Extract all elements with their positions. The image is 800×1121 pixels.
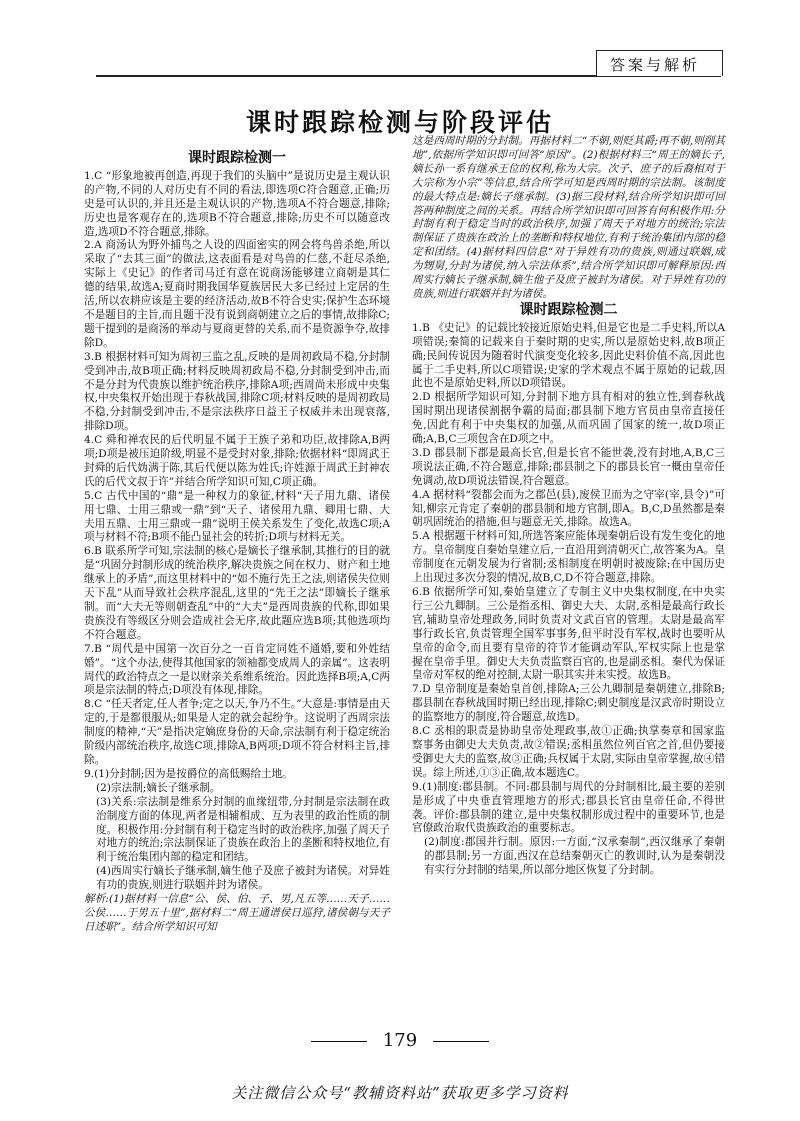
page-number-block [0,1030,800,1051]
right-column [412,135,725,878]
answer-paragraph: 6.B 联系所学可知,宗法制的核心是嫡长子继承制,其推行的目的就是“巩固分封制形成的统治秩序,解决贵族之间在权力、财产和土地继承上的矛盾”,而这里材料中的“如不施行先王之法,则诸侯失位则天下乱”从而导致社会秩序混乱,这里的“先王之法”即嫡长子继承制。而“大夫无等则朝查乱”中的“大夫”是西周贵族的代称,即如果贵族没有等级区分则会造成社会无序,故此题应选B项;其他选项均不符合题意。 [84,545,390,641]
answer-paragraph: 8.C “任天者定,任人者争;定之以天,争乃不生。”大意是:事情是由天定的,于是都很服从;如果是人定的就会起纷争。这说明了西周宗法制度的精神,“天”是指决定嫡庶身份的天命,宗法制有利于稳定统治阶级内部统治秩序,故选C项,排除A,B两项;D项不符合材料主旨,排除。 [84,698,390,766]
answer-paragraph: 3.B 根据材料可知为周初三监之乱,反映的是周初政局不稳,分封制受到冲击,故B项正确;材料反映周初政局不稳,分封制受到冲击,而不是分封为代贵族以维护统治秩序,排除A项;西周尚未形成中央集权,中央集权开始出现于春秋战国,排除C项;材料反映的是周初政局不稳,分封制受到冲击,不是宗法秩序日益王子权威并未出现衰落,排除D项。 [84,350,390,433]
left-column [84,150,390,935]
answer-paragraph: 4.C 舜和禅农民的后代明显不属于王族子弟和功臣,故排除A,B两项;D项是被压迫阶级,明显不是受封对象,排除;依据材料“即周武王封舜的后代妫满于陈,其后代便以陈为姓氏;许姓源于周武王封神农氏的后代文叔于许”并结合所学知识可知,C项正确。 [84,434,390,488]
answer-paragraph: 9.(1)制度:郡县制。不同:郡县制与周代的分封制相比,最主要的差别是形成了中央垂直管理地方的形式;郡县长官由皇帝任命,不得世袭。评价:郡县制的建立,是中央集权制形成过程中的重要环节,也是官僚政治取代贵族政治的重要标志。 [412,780,725,835]
answer-paragraph: 1.B 《史记》的记载比较接近原始史料,但是它也是二手史料,所以A项错误;秦简的记载来自于秦时期的史实,所以是原始史料,故B项正确;民间传说因为随着时代演变变化较多,因此史料价值不高,因此也属于二手史料,所以C项错误;史家的学术观点不属于原始的记载,因此也不是原始史料,所以D项错误。 [412,321,725,390]
answer-paragraph: 6.B 依据所学可知,秦始皇建立了专制主义中央集权制度,在中央实行三公九卿制。三公是指丞相、御史大夫、太尉,丞相是最高行政长官,辅助皇帝处理政务,同时负责对文武百官的管理。太尉是最高军事行政长官,负责管理全国军事事务,但平时没有军权,战时也要听从皇帝的命令,而且要有皇帝的符节才能调动军队,军权实际上也是掌握在皇帝手里。御史大夫负责监察百官的,也是副丞相。秦代为保证皇帝对军权的绝对控制,太尉一职其实并未实授。故选B。 [412,586,725,682]
answer-paragraph: 5.A 根据题干材料可知,所选答案应能体现秦朝后设有发生变化的地方。皇帝制度自秦始皇建立后,一直沿用到清朝灭亡,故答案为A。皇帝制度在元朝发展为行省制;丞相制度在明朝时被废除;在中国历史上出现过多次分裂的情况,故B,C,D不符合题意,排除。 [412,530,725,585]
answer-paragraph: (4)西周实行嫡长子继承制,嫡生他子及庶子被封为诸侯。对异姓有功的贵族,则进行联姻并封为诸侯。 [96,865,390,892]
answer-paragraph: 1.C “形象地被再创造,再现于我们的头脑中”是说历史是主观认识的产物,不同的人对历史有不同的看法,即选项C符合题意,正确;历史是可认识的,并且还是主观认识的产物,选项A不符合题意,排除;历史也是客观存在的,选项B不符合题意,排除;历史不可以随意改造,选项D不符合题意,排除。 [84,169,390,238]
answer-paragraph: (2)宗法制;嫡长子继承制。 [96,781,221,794]
answer-paragraph: 7.D 皇帝制度是秦始皇首创,排除A;三公九卿制是秦朝建立,排除B;郡县制在春秋战国时期已经出现,排除C;刺史制度是汉武帝时期设立的监察地方的制度,符合题意,故选D。 [412,683,725,724]
page-number: 179 [382,1030,418,1051]
section-heading-2: 课时跟踪检测二 [519,301,618,318]
footer-handwritten-note: 关注微信公众号“教辅资料站”获取更多学习资料 [231,1084,569,1102]
answer-paragraph: (3)关系:宗法制是维系分封制的血缘纽带,分封制是宗法制在政治制度方面的体现,两者是相辅相成、互为表里的政治性质的制度。积极作用:分封制有利于稳定当时的政治秩序,加强了周天子对地方的统治;宗法制保证了贵族在政治上的垄断和特权地位,有利于统治集团内部的稳定和团结。 [96,795,390,864]
answer-paragraph: 9.(1)分封制;因为是按爵位的高低赐给土地。 [84,767,293,780]
section-heading-1: 课时跟踪检测一 [188,150,286,166]
answer-paragraph: (2)制度:郡国并行制。原因:一方面,“汉承秦制”,西汉继承了秦朝的郡县制;另一方面,西汉在总结秦朝灭亡的教训时,认为是秦朝没有实行分封制的结果,所以部分地区恢复了分封制。 [424,836,725,877]
page-title: 课时跟踪检测与阶段评估 [245,108,554,137]
answer-paragraph: 8.C 丞相的职责是协助皇帝处理政事,故①正确;执掌奏章和国家监察事务由御史大夫负责,故②错误;丞相虽然位列百官之首,但仍要接受御史大夫的监察,故③正确;兵权属于太尉,实际由皇帝掌握,故④错误。综上所述,①③正确,故本题选C。 [412,725,725,779]
analysis-paragraph: 这是西周时期的分封制。再据材料二“不朝,则贬其爵;再不朝,则削其地”,依据所学知识即可回答“原因”。(2)根据材料三“周王的嫡长子,嫡长孙一系有继承王位的权利,称为大宗。次子、庶子的后裔相对于大宗称为小宗”等信息,结合所学可知是西周时期的宗法制。该制度的最大特点是:嫡长子继承制。(3)据三段材料,结合所学知识即可回答两种制度之间的关系。再结合所学知识即可回答有何积极作用:分封制有利于稳定当时的政治秩序,加强了周天子对地方的统治;宗法制保证了贵族在政治上的垄断和特权地位,有利于统治集团内部的稳定和团结。(4)据材料四信息“对于异姓有功的贵族,则通过联姻,成为甥舅,分封为诸侯,纳入宗法体系”,结合所学知识即可解释原因:西周实行嫡长子继承制,嫡生他子及庶子被封为诸侯。对于异姓有功的贵族,则进行联姻并封为诸侯。 [412,135,725,300]
answer-paragraph: 5.C 古代中国的“鼎”是一种权力的象征,材料“天子用九鼎、诸侯用七鼎、士用三鼎或一鼎”到“天子、诸侯用九鼎、卿用七鼎、大夫用五鼎、士用三鼎或一鼎”说明王侯关系发生了变化,故选C项;A项与材料不符;B项不能凸显社会的转折;D项与材料无关。 [84,489,390,544]
page-number-dash [311,1041,367,1042]
answer-paragraph: 2.A 商汤认为野外捕鸟之人设的四面密实的网会将鸟兽杀绝,所以采取了“去其三面”的做法,这表面看是对鸟兽的仁慈,不赶尽杀绝,实际上《史记》的作者司马迁有意在说商汤能够建立商朝是其仁德的结果,故选A;夏商时期我国华夏族居民大多已经过上定居的生活,所以农耕应该是主要的经济活动,故B不符合史实;保护生态环境不是题目的主旨,而且题干没有说到商朝建立之后的事情,故排除C;题干提到的是商汤的举动与夏商更替的关系,而不是资源争夺,故排除D。 [84,239,390,349]
answer-paragraph: 4.A 据材料“裂都会而为之郡邑(县),废侯卫而为之守宰(宰,县令)”可知,柳宗元肯定了秦朝的郡县制和地方官制,即A。B,C,D虽然都是秦朝巩固统治的措施,但与题意无关,排除。故选A。 [412,488,725,529]
page-number-dash [433,1041,489,1042]
section-label: 答案与解析 [610,56,701,74]
answer-paragraph: 7.B “周代是中国第一次百分之一百肯定同姓不通婚,要和外姓结婚”。“这个办法,使得其他国家的领袖都变成周人的亲属”。这表明周代的政治特点之一是以财亲关系维系统治。因此选择B项;A,C两项是宗法制的特点;D项没有体现,排除。 [84,642,390,697]
answer-paragraph: 3.D 郡县制下郡是最高长官,但是长官不能世袭,没有封地,A,B,C三项说法正确,不符合题意,排除;郡县制之下的郡县长官一概由皇帝任免调动,故D项说法错误,符合题意。 [412,446,725,487]
answer-paragraph: 2.D 根据所学知识可知,分封制下地方具有相对的独立性,到春秋战国时期出现诸侯割据争霸的局面;郡县制下地方官员由皇帝直接任免,因此有利于中央集权的加强,从而巩固了国家的统一,故D项正确;A,B,C三项包含在D项之中。 [412,391,725,446]
analysis-paragraph: 解析:(1)据材料一信息“公、侯、伯、子、男,凡五等……天子……公侯……于男五十里”,据材料二“周王通谱侯日巡狩,诸侯朝与天子日述职”。结合所学知识可知 [84,893,390,933]
